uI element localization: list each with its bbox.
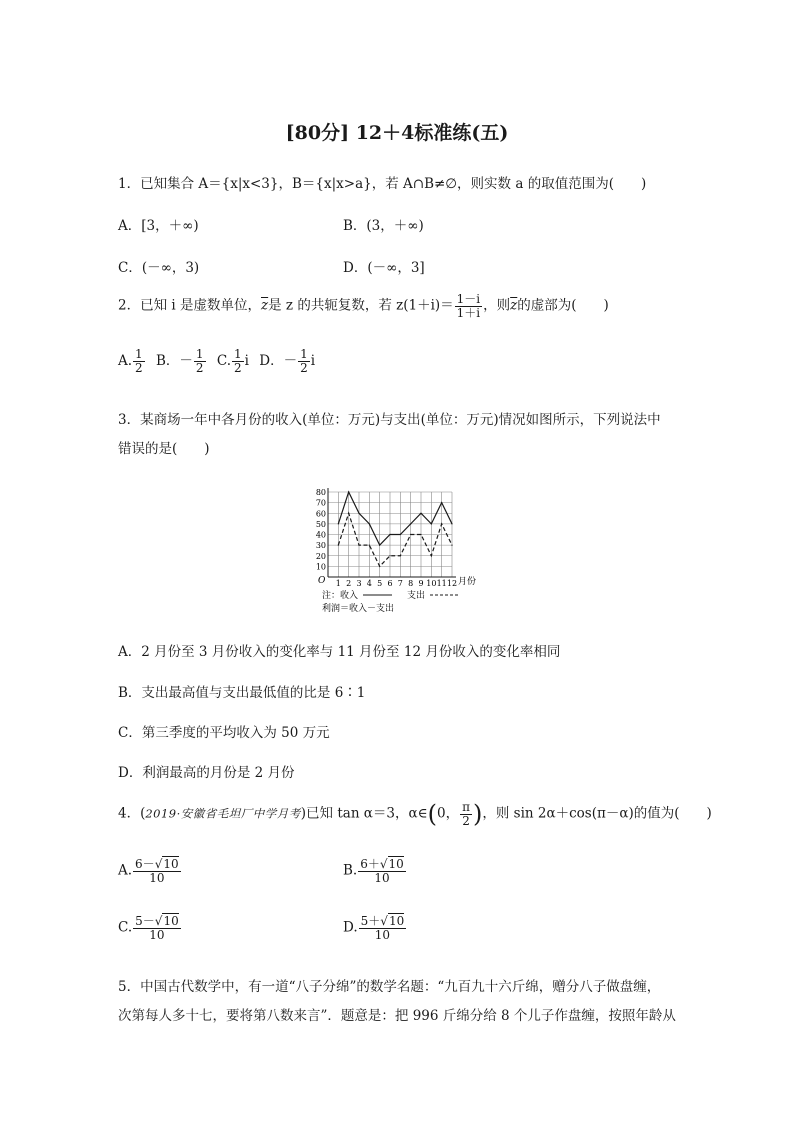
q1-option-a: A．[3，＋∞)	[118, 218, 199, 234]
data-point	[441, 523, 442, 524]
data-point	[389, 534, 390, 535]
q4-c-num-a: 5－	[135, 914, 155, 928]
q2-z-bar: $\overline{z}$	[261, 297, 269, 314]
data-point	[358, 545, 359, 546]
q4-a-letter: A.	[118, 862, 133, 879]
data-point	[410, 534, 411, 535]
q3-stem-line1: 3．某商场一年中各月份的收入(单位：万元)与支出(单位：万元)情况如图所示，下列说法中	[118, 412, 661, 428]
q4-d-den: 10	[374, 927, 391, 942]
q2-stem-after: ，则	[483, 297, 511, 314]
q4-two: 2	[462, 813, 470, 828]
q2-d-den: 2	[300, 360, 308, 375]
q4-d-num-b: 10	[388, 914, 405, 928]
q1-stem: 1．已知集合 A＝{x|x<3}，B＝{x|x>a}，若 A∩B≠∅，则实数 a 的取值范围为( )	[118, 176, 647, 192]
q3-option-c: C．第三季度的平均收入为 50 万元	[118, 725, 330, 741]
q2-c-tail: i	[244, 352, 249, 369]
q3-stem-line2: 错误的是( )	[118, 441, 210, 457]
q4-paren-open: (	[427, 800, 437, 828]
q2-option-a	[118, 347, 146, 375]
q1-option-c: C．(－∞，3)	[118, 260, 200, 276]
data-point	[400, 534, 401, 535]
q4-b-num-b: 10	[388, 857, 404, 871]
q4-option-c	[118, 915, 182, 941]
q2-stem-prefix: 2．已知 i 是虚数单位，	[118, 297, 261, 314]
data-point	[451, 523, 452, 524]
q4-option-a	[118, 858, 182, 884]
q4-option-d	[343, 915, 407, 941]
q2-stem-suffix: 的虚部为( )	[517, 297, 609, 314]
x-tick-label: 12	[446, 579, 458, 588]
x-tick-label: 11	[436, 579, 447, 588]
chart-x-ticks	[336, 579, 457, 588]
data-point	[379, 545, 380, 546]
q1-option-d: D．(－∞，3]	[343, 260, 425, 276]
q4-b-num-a: 6＋	[360, 857, 380, 871]
y-tick-label: 50	[315, 519, 326, 529]
data-point	[420, 513, 421, 514]
data-point	[338, 523, 339, 524]
series-line-income	[338, 492, 452, 545]
x-tick-label: 5	[377, 579, 383, 588]
q4-d-letter: D.	[343, 919, 358, 936]
q2-a-den: 2	[135, 360, 143, 375]
x-tick-label: 9	[418, 579, 424, 588]
y-tick-label: 80	[315, 488, 326, 497]
x-tick-label: 8	[408, 579, 414, 588]
page-title: [80分] 12＋4标准练(五)	[285, 122, 509, 144]
q3-option-a: A．2 月份至 3 月份收入的变化率与 11 月份至 12 月份收入的变化率相同	[118, 644, 561, 660]
q2-a-num: 1	[135, 347, 143, 361]
q5-line2: 次第每人多十七，要将第八数来言”．题意是：把 996 斤绵分给 8 个儿子作盘缠，按照年龄从	[118, 1008, 676, 1024]
chart-note-profit: 利润＝收入－支出	[322, 604, 395, 614]
q4-tail: ，则 sin 2α＋cos(π－α)的值为( )	[482, 805, 712, 822]
q2-c-num: 1	[233, 347, 242, 361]
q2-options	[118, 348, 315, 374]
q3-option-b: B．支出最高值与支出最低值的比是 6∶1	[118, 685, 366, 701]
q5-line1: 5．中国古代数学中，有一道“八子分绵”的数学名题：“九百九十六斤绵，赠分八子做盘缠，	[118, 979, 661, 995]
x-tick-label: 1	[335, 579, 341, 588]
y-tick-label: 20	[315, 551, 326, 561]
q2-option-d	[259, 347, 316, 375]
q2-option-b	[155, 347, 207, 375]
chart-y-ticks	[316, 488, 326, 571]
x-tick-label: 4	[366, 579, 372, 588]
q4-c-den: 10	[149, 927, 165, 942]
q2-b-num: 1	[195, 347, 204, 361]
data-point	[441, 502, 442, 503]
chart-axes	[328, 488, 456, 577]
data-point	[348, 491, 349, 492]
chart-origin-label: O	[318, 576, 326, 586]
q2-frac-num: 1－i	[456, 292, 481, 306]
q3-chart	[300, 480, 500, 620]
q2-d-tail: i	[310, 352, 316, 369]
q4-interval-left: 0，	[437, 805, 460, 822]
q4-a-num-b: 10	[163, 857, 179, 871]
y-tick-label: 70	[315, 498, 326, 508]
q4-c-letter: C.	[118, 919, 133, 936]
y-tick-label: 40	[315, 530, 326, 540]
q4-b-sqrt: √	[379, 857, 388, 871]
q4-source: 2019·安徽省毛坦厂中学月考	[145, 806, 301, 821]
data-point	[400, 555, 401, 556]
data-point	[379, 566, 380, 567]
q4-stem	[118, 800, 712, 828]
q3-option-d: D．利润最高的月份是 2 月份	[118, 765, 295, 781]
chart-note-expense-label: 支出	[407, 591, 426, 601]
chart-x-axis-label: 月份	[458, 577, 477, 587]
x-tick-label: 7	[397, 579, 403, 588]
q4-d-sqrt: √	[380, 914, 388, 928]
data-point	[358, 513, 359, 514]
y-tick-label: 30	[315, 541, 326, 551]
q4-a-den: 10	[149, 870, 165, 885]
q2-c-den: 2	[233, 360, 242, 375]
q1-option-b: B．(3，＋∞)	[343, 218, 424, 234]
q2-a-letter: A.	[118, 352, 133, 369]
q4-prefix: 4．(	[118, 805, 146, 822]
q2-b-den: 2	[195, 360, 204, 375]
data-point	[369, 523, 370, 524]
y-tick-label: 60	[315, 509, 326, 519]
q4-b-letter: B.	[343, 862, 358, 879]
data-point	[431, 555, 432, 556]
q4-mid: )已知 tan α＝3，α∈	[300, 805, 428, 822]
q4-option-b	[343, 858, 407, 884]
chart-note-income-label: 注：收入	[322, 591, 359, 601]
q4-pi: π	[462, 799, 470, 814]
data-point	[420, 534, 421, 535]
data-point	[431, 523, 432, 524]
q4-d-num-a: 5＋	[360, 914, 381, 928]
q2-option-c	[216, 347, 249, 375]
series-line-expense	[338, 513, 452, 566]
q2-d-letter: D．－	[259, 352, 298, 369]
q4-b-den: 10	[374, 870, 390, 885]
q2-b-letter: B．－	[155, 352, 193, 369]
x-tick-label: 6	[387, 579, 393, 588]
q2-z-bar-2: $\overline{z}$	[510, 297, 518, 314]
data-point	[338, 545, 339, 546]
data-point	[410, 523, 411, 524]
x-tick-label: 2	[346, 579, 352, 588]
data-point	[451, 545, 452, 546]
q4-paren-close: )	[472, 800, 483, 828]
q2-frac-den: 1＋i	[456, 305, 481, 320]
q2-stem-fraction	[455, 293, 482, 319]
q2-stem-mid: 是 z 的共轭复数，若 z(1＋i)＝	[268, 297, 454, 314]
q2-d-num: 1	[300, 347, 308, 361]
x-tick-label: 3	[356, 579, 362, 588]
x-tick-label: 10	[426, 579, 437, 588]
data-point	[348, 513, 349, 514]
data-point	[389, 555, 390, 556]
q4-a-num-a: 6－	[135, 857, 155, 871]
q4-c-sqrt: √	[154, 914, 163, 928]
q2-c-letter: C.	[216, 352, 231, 369]
data-point	[369, 545, 370, 546]
q2-stem	[118, 293, 609, 319]
q4-a-sqrt: √	[154, 857, 163, 871]
y-tick-label: 10	[315, 562, 326, 572]
q4-c-num-b: 10	[163, 914, 179, 928]
